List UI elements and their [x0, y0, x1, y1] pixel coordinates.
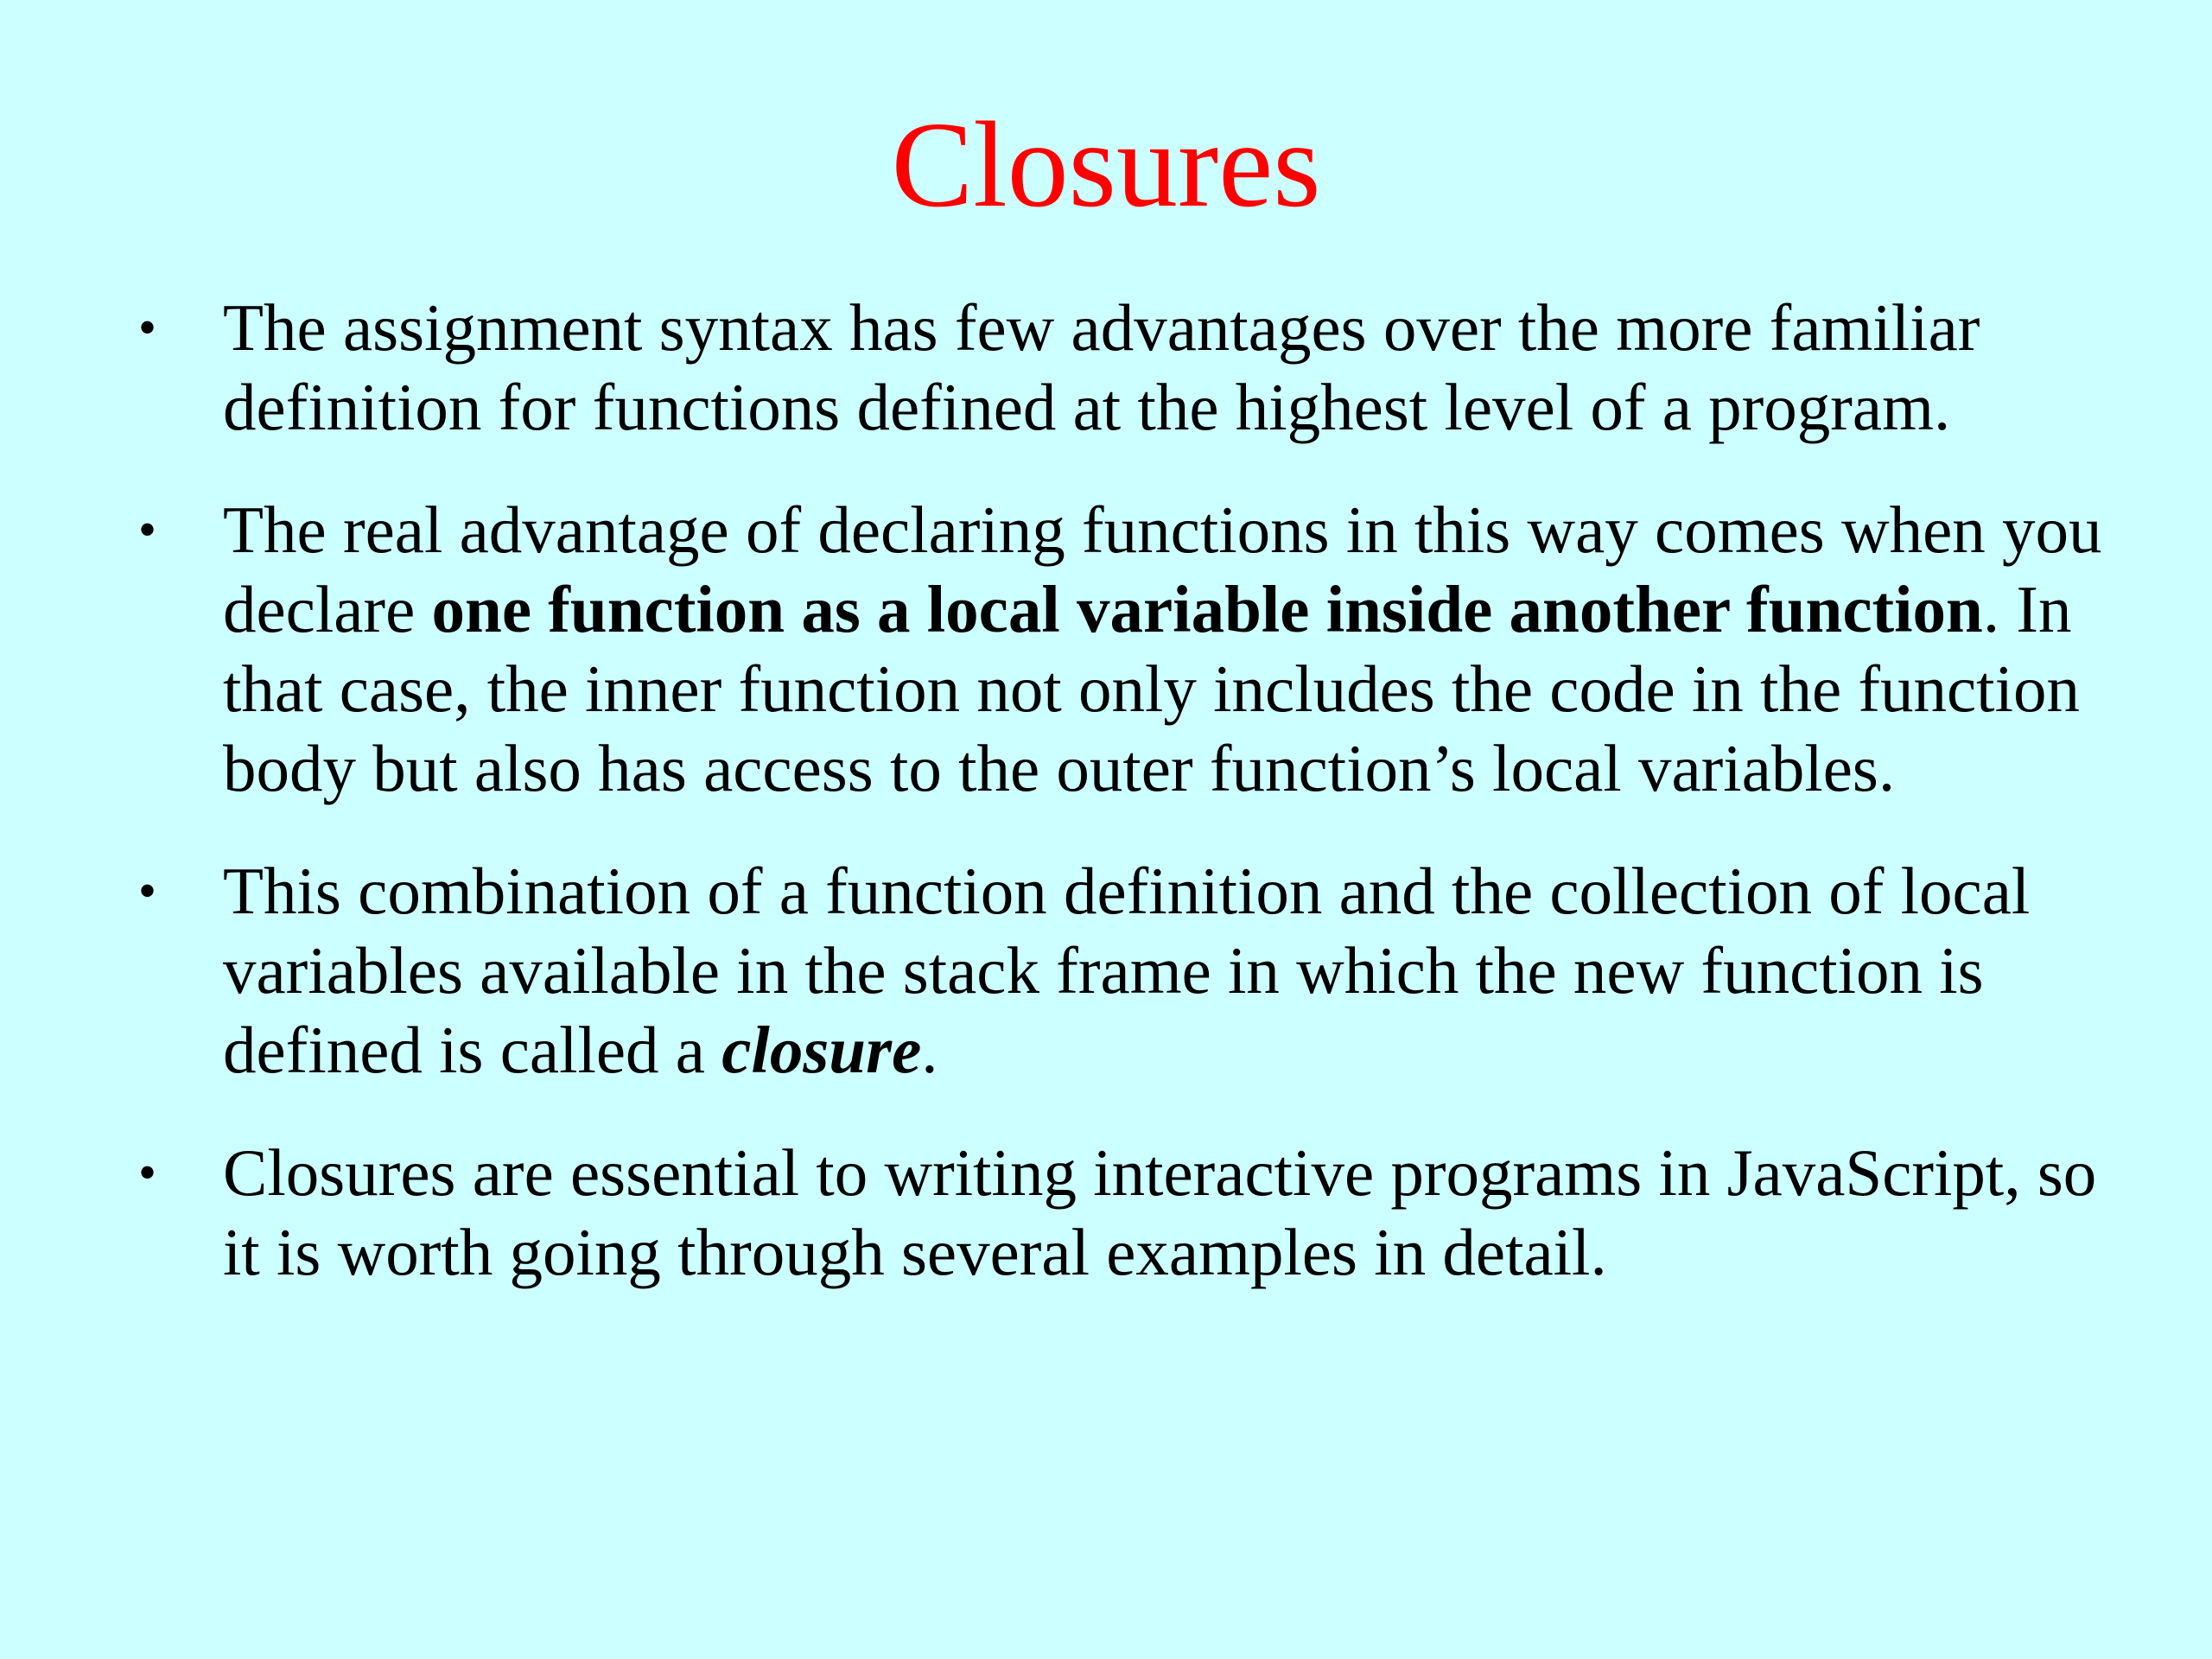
- bullet-item: [130, 490, 2117, 808]
- bullet-text: Closures are essential to writing interactive programs in JavaScript, so it is worth going through several examples in detail.: [223, 1135, 2097, 1289]
- bullet-item: [130, 288, 2117, 447]
- bullet-text: The assignment syntax has few advantages over the more familiar definition for functions defined at the highest level of a program.: [223, 290, 1980, 444]
- slide-title: Closures: [891, 96, 1321, 232]
- bullet-list: [130, 288, 2117, 1335]
- bullet-dot: •: [138, 862, 157, 919]
- bullet-term-closure: closure: [721, 1013, 922, 1087]
- bullet-text: . In that case, the inner function not only includes the code in the function body but also has access to the outer function’s local variables.: [223, 572, 2080, 805]
- bullet-text: .: [921, 1013, 938, 1087]
- bullet-item: [130, 851, 2117, 1090]
- bullet-dot: •: [138, 1144, 157, 1201]
- bullet-bold-text: one function as a local variable inside another function: [431, 572, 1983, 646]
- bullet-text: The real advantage of declaring functions in this way comes when you declare: [223, 493, 2102, 646]
- bullet-dot: •: [138, 299, 157, 356]
- bullet-dot: •: [138, 501, 157, 558]
- bullet-item: [130, 1133, 2117, 1292]
- bullet-text: This combination of a function definition and the collection of local variables available in the stack frame in which the new function is defined is called a: [223, 854, 2031, 1087]
